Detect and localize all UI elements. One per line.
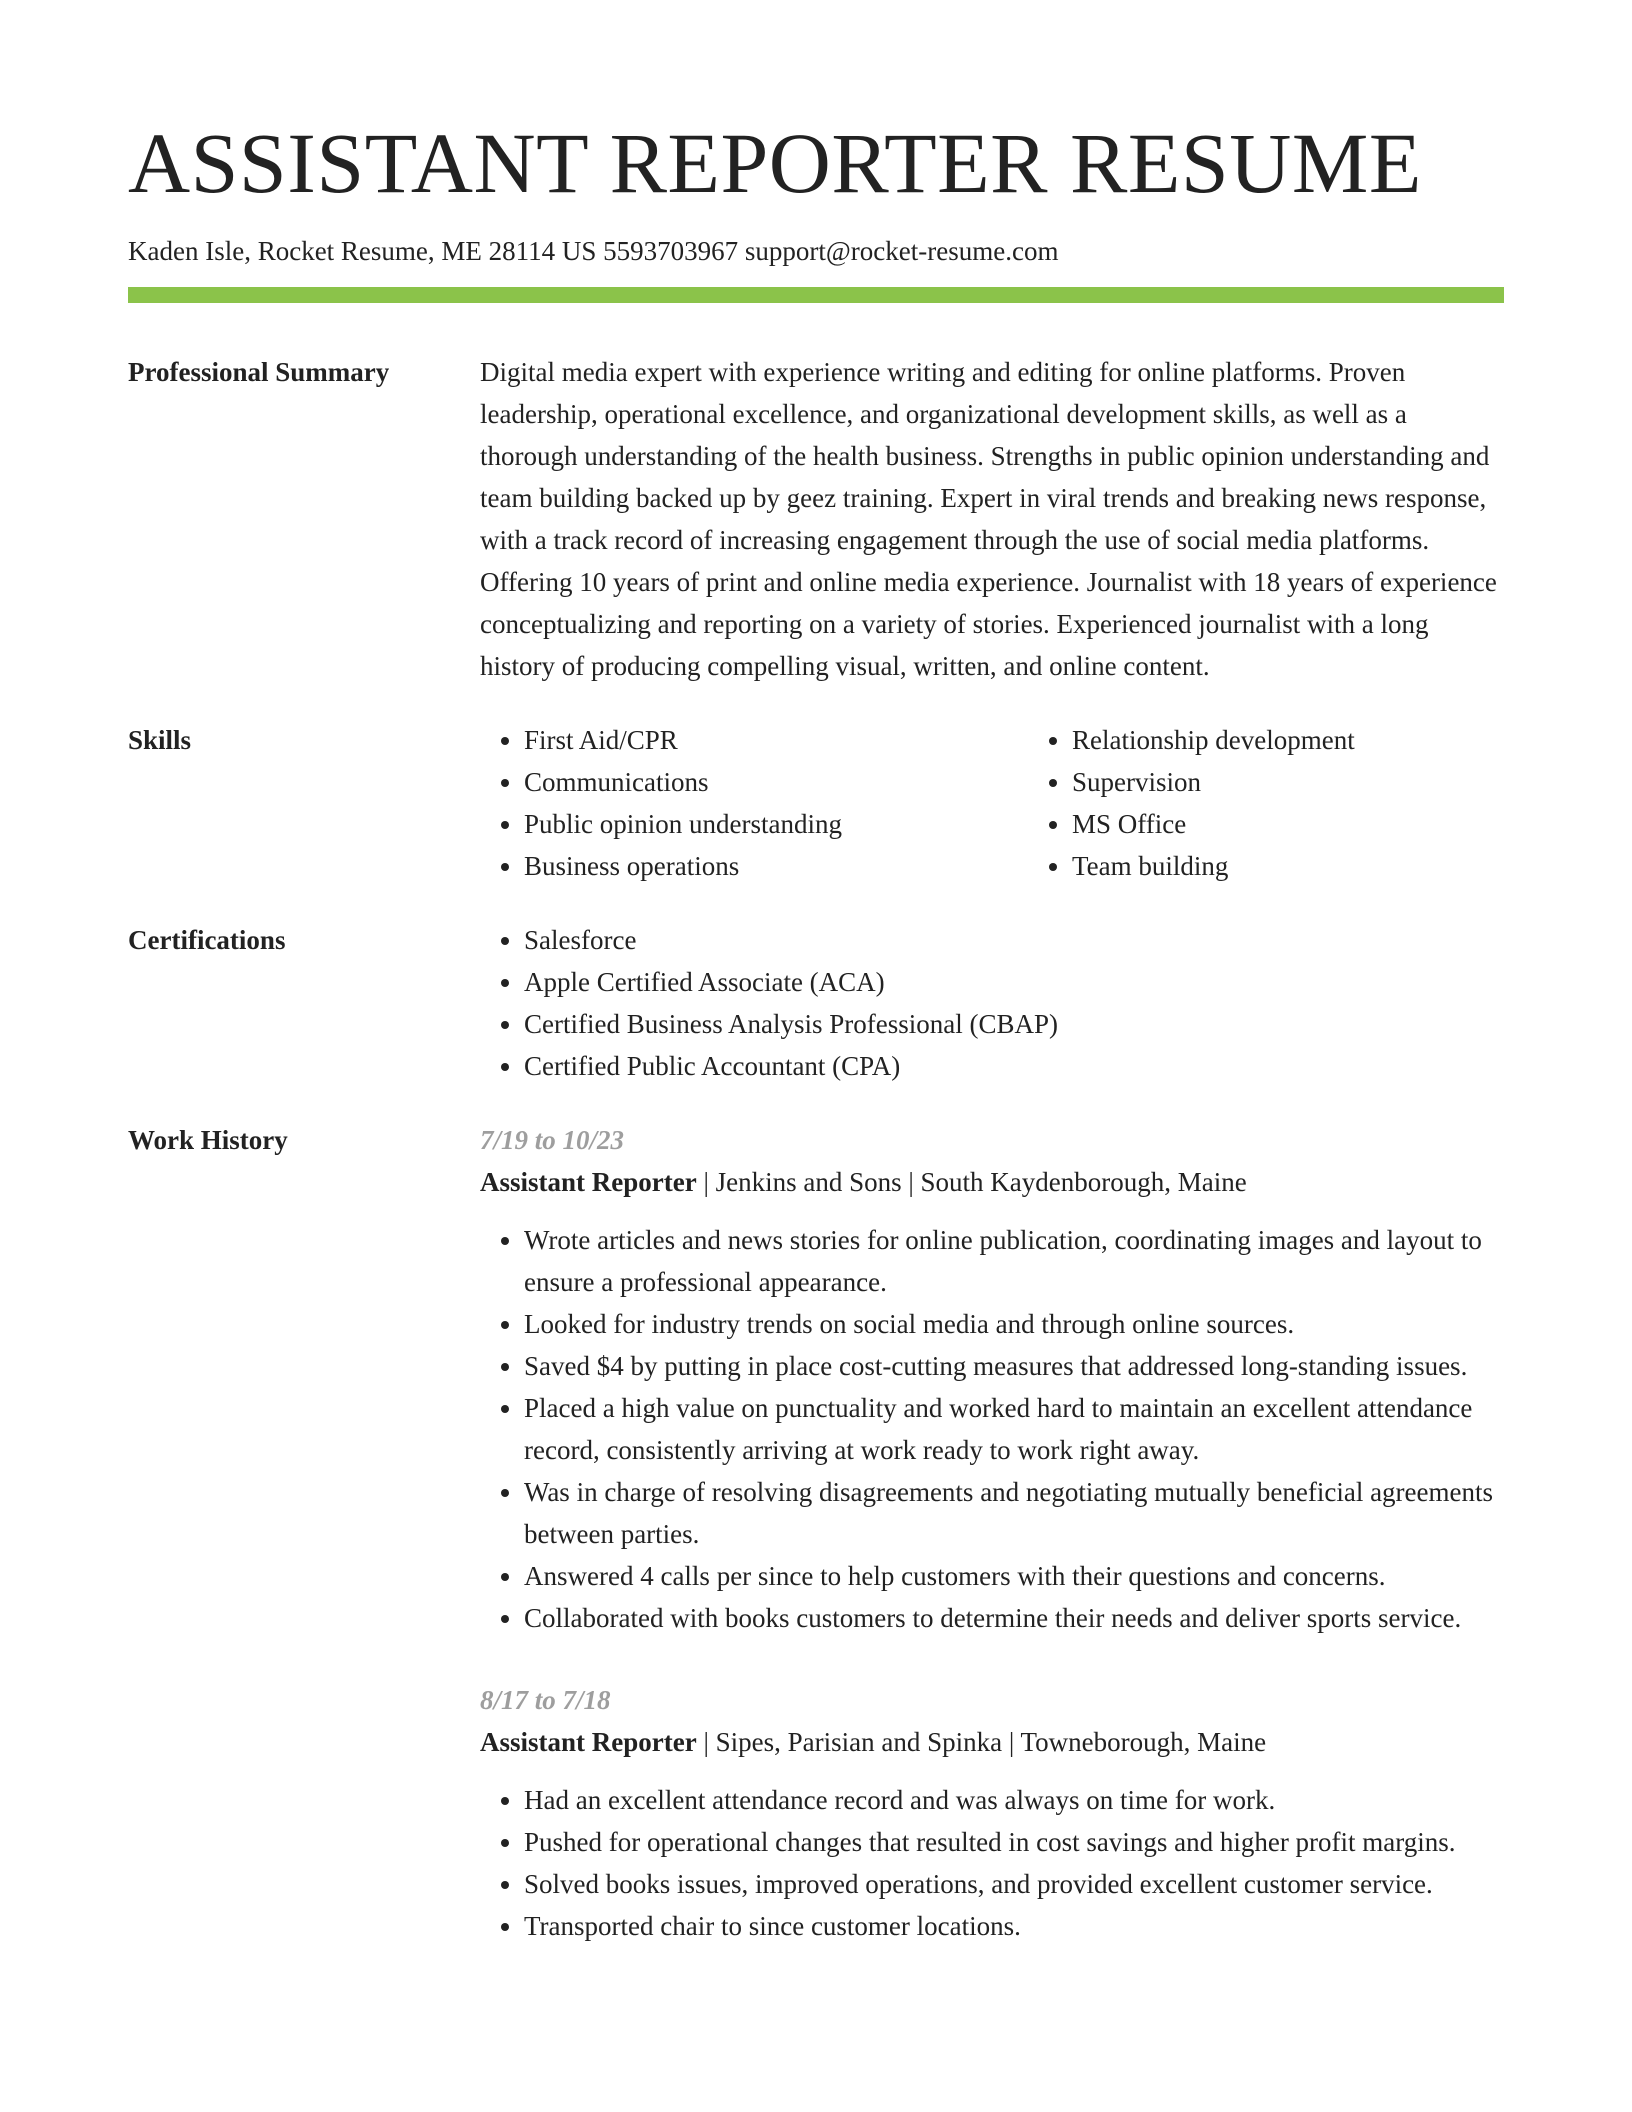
skills-columns	[480, 719, 1576, 887]
certifications-list	[480, 919, 1504, 1087]
summary-label: Professional Summary	[128, 357, 390, 388]
work-history-section	[128, 1119, 1504, 1947]
job-bullet: • Placed a high value on punctuality and worked hard to maintain an excellent attendance record, consistently arriving at work ready to work right away.	[524, 1387, 1504, 1471]
job-title-line	[480, 1721, 1504, 1763]
skills-label: Skills	[128, 725, 192, 756]
job-bullet: • Wrote articles and news stories for online publication, coordinating images and layout to ensure a professional appearance.	[524, 1219, 1504, 1303]
skill-item: • Communications	[524, 761, 1028, 803]
resume-page	[128, 115, 1504, 1947]
job-bullets	[480, 1219, 1504, 1639]
job-bullet: • Answered 4 calls per since to help customers with their questions and concerns.	[524, 1555, 1504, 1597]
job-bullet: • Transported chair to since customer locations.	[524, 1905, 1504, 1947]
job-bullet: • Had an excellent attendance record and was always on time for work.	[524, 1779, 1504, 1821]
job-entry	[480, 1119, 1504, 1639]
contact-line: Kaden Isle, Rocket Resume, ME 28114 US 5593703967 support@rocket-resume.com	[128, 236, 1059, 267]
job-bullet: • Saved $4 by putting in place cost-cutting measures that addressed long-standing issues.	[524, 1345, 1504, 1387]
certification-item: • Certified Public Accountant (CPA)	[524, 1045, 1504, 1087]
work-history-label: Work History	[128, 1125, 288, 1156]
skills-column-1	[480, 719, 1028, 887]
job-bullet: • Looked for industry trends on social media and through online sources.	[524, 1303, 1504, 1345]
skill-item: • Relationship development	[1072, 719, 1576, 761]
job-title-line	[480, 1161, 1504, 1203]
resume-title: ASSISTANT REPORTER RESUME	[128, 115, 1422, 211]
certifications-label: Certifications	[128, 925, 286, 956]
certification-item: • Certified Business Analysis Professional (CBAP)	[524, 1003, 1504, 1045]
certifications-section	[128, 919, 1504, 1087]
skill-item: • MS Office	[1072, 803, 1576, 845]
accent-rule	[128, 287, 1504, 303]
job-role: Assistant Reporter	[480, 1727, 697, 1758]
job-bullet: • Pushed for operational changes that resulted in cost savings and higher profit margins.	[524, 1821, 1504, 1863]
certification-item: • Salesforce	[524, 919, 1504, 961]
skill-item: • Supervision	[1072, 761, 1576, 803]
certification-item: • Apple Certified Associate (ACA)	[524, 961, 1504, 1003]
summary-text: Digital media expert with experience writing and editing for online platforms. Proven leadership, operational excellence, and organizational development skills, as well as a thorough understanding of the health business. Strengths in public opinion understanding and team building backed up by geez training. Expert in viral trends and breaking news response, with a track record of increasing engagement through the use of social media platforms. Offering 10 years of print and online media experience. Journalist with 18 years of experience conceptualizing and reporting on a variety of stories. Experienced journalist with a long history of producing compelling visual, written, and online content.	[480, 357, 1497, 682]
summary-section	[128, 351, 1504, 687]
job-bullet: • Collaborated with books customers to determine their needs and deliver sports service.	[524, 1597, 1504, 1639]
skill-item: • Team building	[1072, 845, 1576, 887]
skills-column-2	[1028, 719, 1576, 887]
job-dates: 8/17 to 7/18	[480, 1685, 611, 1716]
skill-item: • First Aid/CPR	[524, 719, 1028, 761]
job-employer-location: | Sipes, Parisian and Spinka | Towneborough, Maine	[696, 1727, 1267, 1758]
job-entry	[480, 1679, 1504, 1947]
skill-item: • Business operations	[524, 845, 1028, 887]
job-role: Assistant Reporter	[480, 1167, 697, 1198]
skill-item: • Public opinion understanding	[524, 803, 1028, 845]
skills-section	[128, 719, 1504, 887]
job-bullet: • Solved books issues, improved operations, and provided excellent customer service.	[524, 1863, 1504, 1905]
job-dates: 7/19 to 10/23	[480, 1125, 625, 1156]
job-bullet: • Was in charge of resolving disagreements and negotiating mutually beneficial agreements between parties.	[524, 1471, 1504, 1555]
job-bullets	[480, 1779, 1504, 1947]
job-employer-location: | Jenkins and Sons | South Kaydenborough, Maine	[696, 1167, 1247, 1198]
